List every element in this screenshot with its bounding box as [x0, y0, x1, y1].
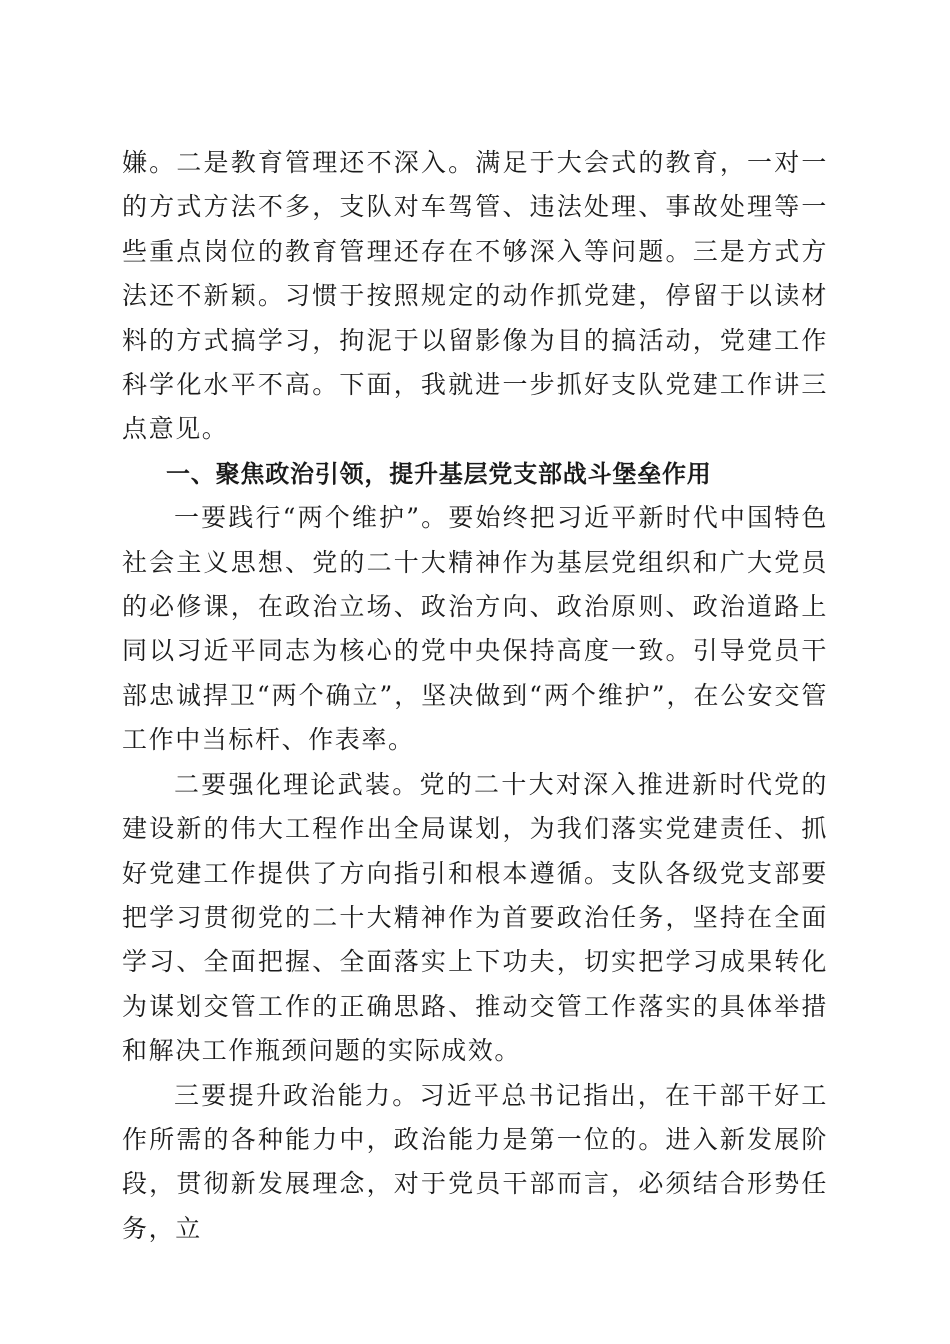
paragraph-political-ability: 三要提升政治能力。习近平总书记指出，在干部干好工作所需的各种能力中，政治能力是第一位的。进入新发展阶段，贯彻新发展理念，对于党员干部而言，必须结合形势任务，立	[122, 1080, 828, 1243]
section-heading-1: 一、聚焦政治引领，提升基层党支部战斗堡垒作用	[166, 459, 712, 488]
paragraph-theory-study: 二要强化理论武装。党的二十大对深入推进新时代党的建设新的伟大工程作出全局谋划，为我们落实党建责任、抓好党建工作提供了方向指引和根本遵循。支队各级党支部要把学习贯彻党的二十大精神作为首要政治任务，坚持在全面学习、全面把握、全面落实上下功夫，切实把学习成果转化为谋划交管工作的正确思路、推动交管工作落实的具体举措和解决工作瓶颈问题的实际成效。	[122, 769, 828, 1066]
paragraph-continuation: 嫌。二是教育管理还不深入。满足于大会式的教育，一对一的方式方法不多，支队对车驾管、违法处理、事故处理等一些重点岗位的教育管理还存在不够深入等问题。三是方式方法还不新颖。习惯于按照规定的动作抓党建，停留于以读材料的方式搞学习，拘泥于以留影像为目的搞活动，党建工作科学化水平不高。下面，我就进一步抓好支队党建工作讲三点意见。	[122, 148, 828, 444]
paragraph-two-safeguards: 一要践行“两个维护”。要始终把习近平新时代中国特色社会主义思想、党的二十大精神作为基层党组织和广大党员的必修课，在政治立场、政治方向、政治原则、政治道路上同以习近平同志为核心的党中央保持高度一致。引导党员干部忠诚捍卫“两个确立”，坚决做到“两个维护”，在公安交管工作中当标杆、作表率。	[122, 503, 828, 755]
document-body	[122, 141, 828, 1251]
